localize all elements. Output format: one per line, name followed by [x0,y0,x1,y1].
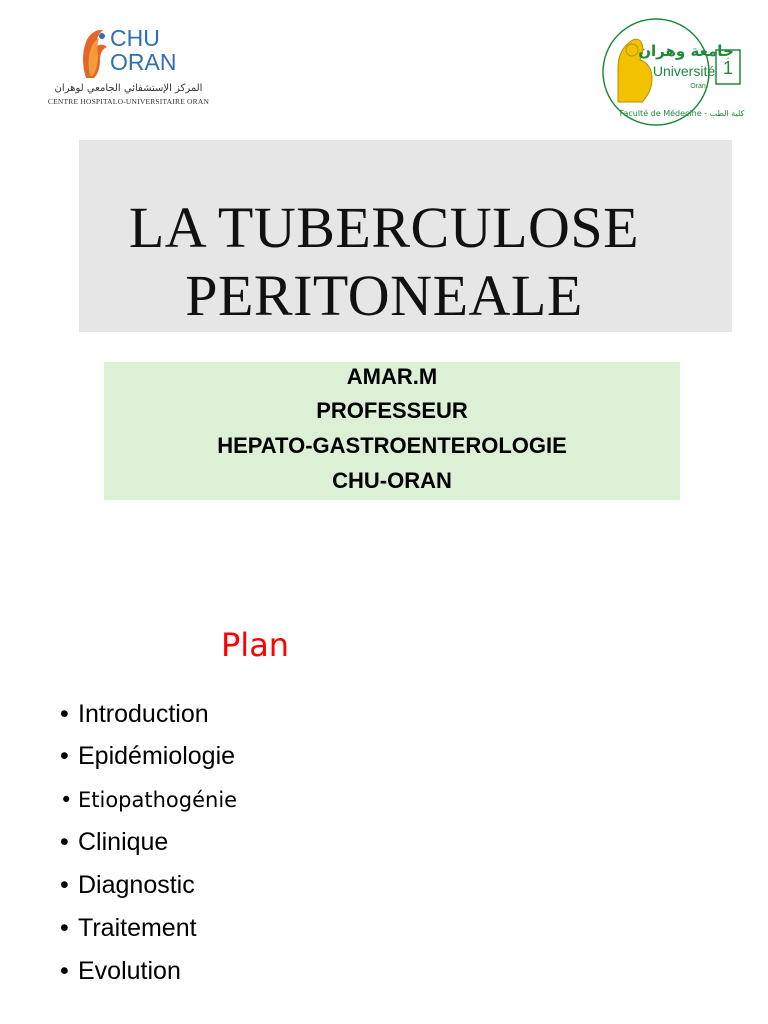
univ-logo-name: Université [652,63,716,79]
plan-item-label: Traitement [78,914,197,942]
plan-item-etiopathogenie [60,788,237,824]
bullet-icon: • [60,788,73,812]
plan-item-evolution [60,957,181,993]
plan-item-label: Diagnostic [78,871,195,899]
chu-emblem-icon [76,26,112,80]
univ-logo-arabic: جامعة وهران [638,42,734,60]
bullet-icon: • [60,700,69,728]
plan-item-label: Epidémiologie [78,742,236,770]
plan-item-label: Introduction [78,700,209,728]
bullet-icon: • [60,742,69,770]
chu-logo-line2: ORAN [110,49,177,75]
author-specialty: HEPATO-GASTROENTEROLOGIE [217,433,567,458]
author-hospital: CHU-ORAN [332,468,452,493]
plan-item-traitement [60,914,197,950]
plan-item-label: Etiopathogénie [78,788,238,812]
plan-item-epidemiologie [60,742,235,778]
plan-heading: Plan [221,626,290,664]
plan-item-clinique [60,828,168,864]
plan-item-diagnostic [60,871,195,907]
univ-logo-sub: Oran [690,83,706,90]
plan-item-label: Evolution [78,957,181,985]
title-line-2: PERITONEALE [185,263,583,328]
chu-logo-arabic: المركز الإستشفائي الجامعي لوهران [54,83,203,94]
chu-logo-line1: CHU [110,25,160,51]
chu-oran-logo [40,22,215,112]
plan-item-label: Clinique [78,828,169,856]
bullet-icon: • [60,871,69,899]
bullet-icon: • [60,828,69,856]
title-line-1: LA TUBERCULOSE [128,195,640,260]
bullet-icon: • [60,914,69,942]
chu-logo-subtitle: CENTRE HOSPITALO-UNIVERSITAIRE ORAN [47,97,210,106]
bullet-icon: • [60,957,69,985]
plan-item-introduction [60,700,209,736]
author-name: AMAR.M [346,364,438,389]
author-rank: PROFESSEUR [316,398,468,423]
univ-logo-faculty: Faculté de Médecine - كلية الطب [619,109,745,118]
university-oran-logo [600,16,750,128]
univ-logo-number: 1 [722,58,734,78]
